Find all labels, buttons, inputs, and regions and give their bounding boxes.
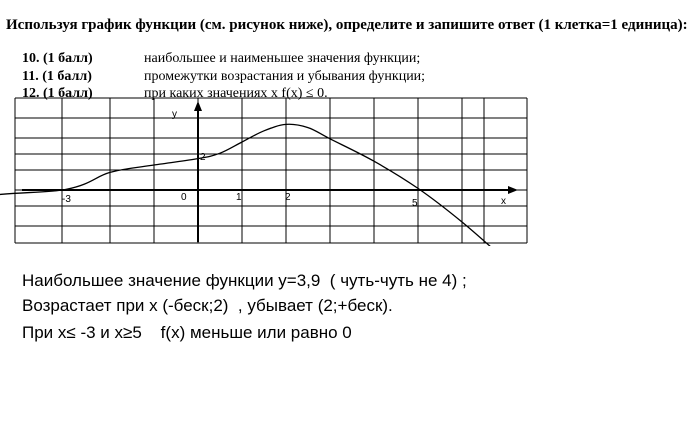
y-axis-arrow-icon: [194, 101, 202, 111]
task-10-number: 10. (1 балл): [22, 51, 93, 66]
graph-grid: [15, 98, 527, 243]
task-11-text: промежутки возрастания и убывания функции;: [144, 69, 426, 84]
tick-label-5: 5: [412, 198, 418, 209]
task-11: [22, 69, 425, 85]
tick-label-minus3: -3: [62, 194, 71, 205]
task-10: [22, 51, 420, 67]
x-axis: [22, 186, 518, 194]
task-11-number: 11. (1 балл): [22, 69, 92, 84]
task-10-text: наибольшее и наименьшее значения функции;: [144, 51, 421, 66]
answer-line-1: Наибольшее значение функции y=3,9 ( чуть-чуть не 4) ;: [22, 271, 467, 290]
tick-label-2: 2: [285, 192, 291, 203]
task-heading: Используя график функции (см. рисунок ниже), определите и запишите ответ (1 клетка=1 единица):: [6, 17, 688, 33]
task-12-text: при каких значениях x f(x) ≤ 0.: [144, 86, 328, 101]
function-graph: [0, 96, 560, 246]
task-12-number: 12. (1 балл): [22, 86, 93, 101]
tick-label-0: 0: [181, 192, 187, 203]
y-axis: [194, 101, 202, 242]
answer-line-2: Возрастает при x (-беск;2) , убывает (2;+беск).: [22, 296, 393, 315]
y-axis-label: y: [172, 109, 177, 120]
tick-label-1: 1: [236, 192, 242, 203]
tick-label-y2: 2: [200, 152, 206, 163]
x-axis-arrow-icon: [508, 186, 518, 194]
function-curve: [0, 124, 506, 246]
x-axis-label: x: [501, 196, 506, 207]
answer-line-3: При x≤ -3 и x≥5 f(x) меньше или равно 0: [22, 323, 352, 342]
